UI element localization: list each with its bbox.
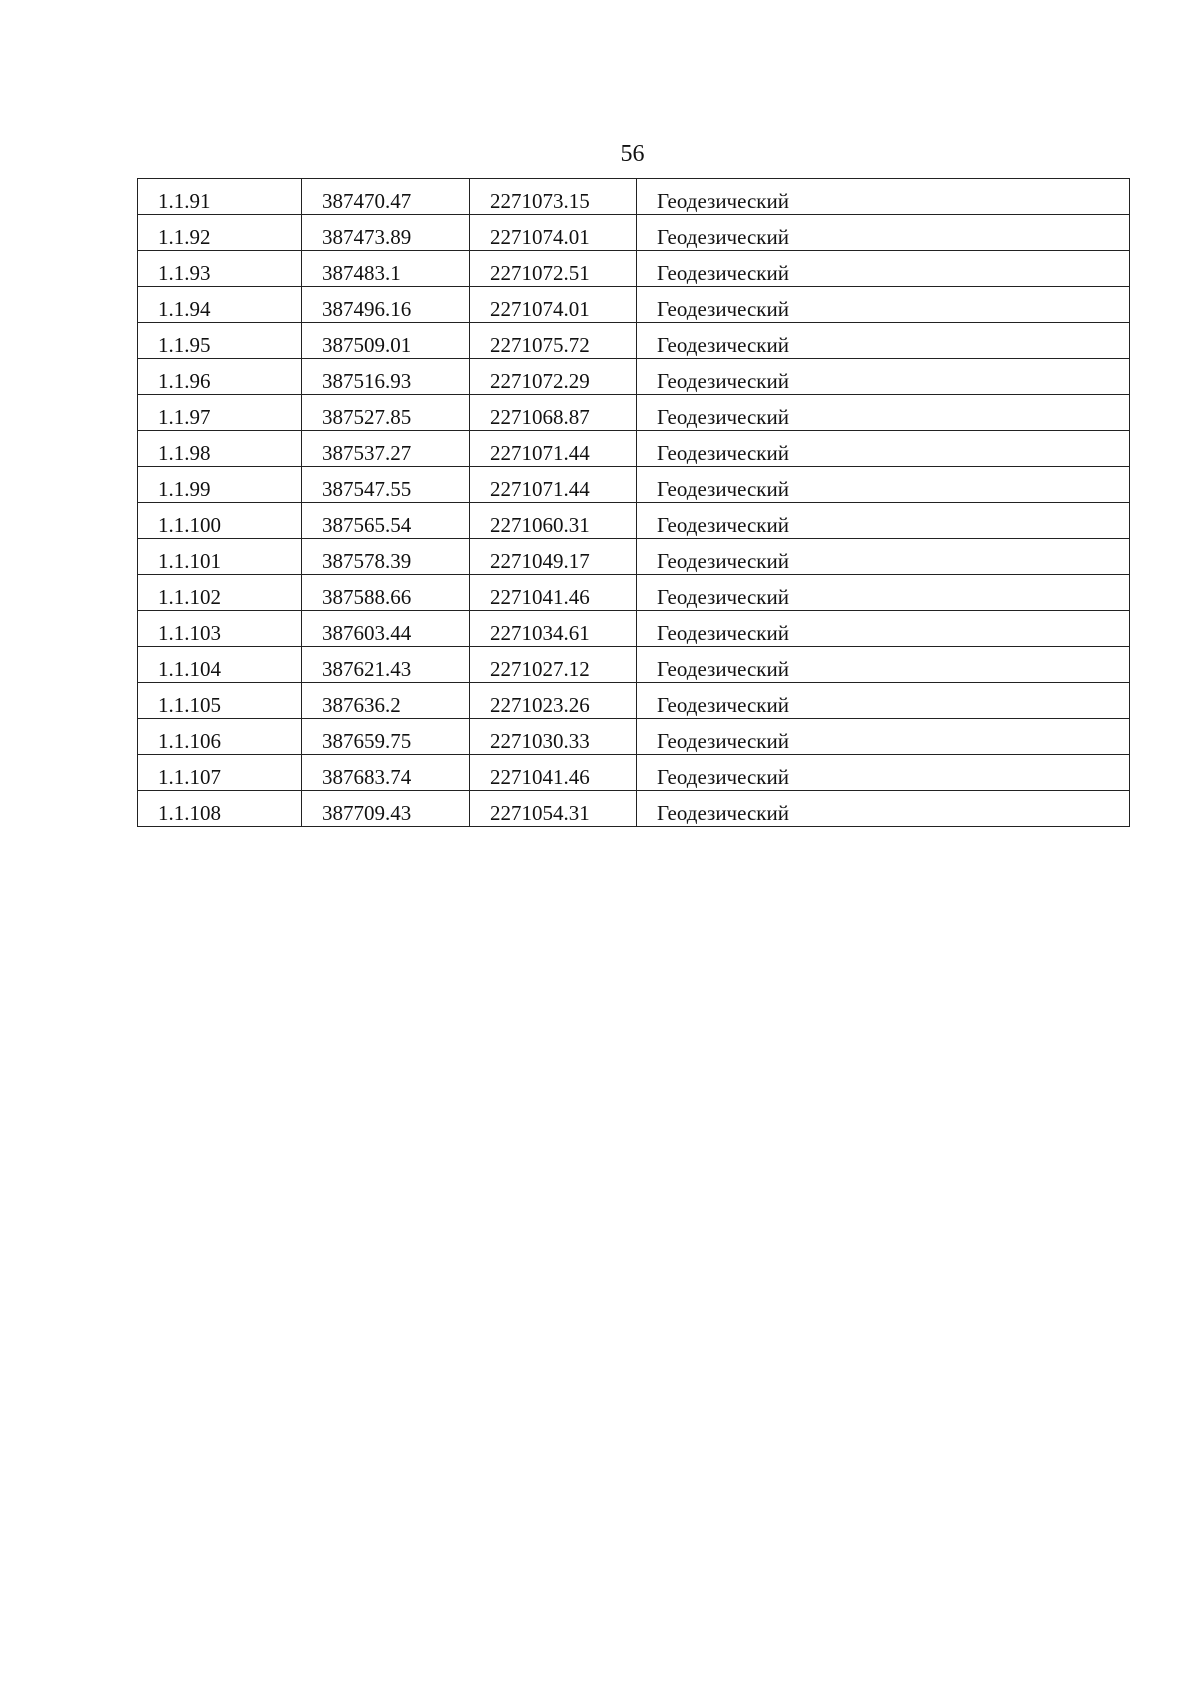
- y-coordinate-cell: 2271075.72: [470, 323, 637, 359]
- method-cell: Геодезический: [637, 539, 1130, 575]
- y-coordinate-cell: 2271049.17: [470, 539, 637, 575]
- table-row: [138, 323, 1130, 359]
- point-number-cell: 1.1.100: [138, 503, 302, 539]
- y-coordinate-cell: 2271054.31: [470, 791, 637, 827]
- point-number-cell: 1.1.98: [138, 431, 302, 467]
- table-row: [138, 755, 1130, 791]
- table-row: [138, 503, 1130, 539]
- point-number-cell: 1.1.105: [138, 683, 302, 719]
- y-coordinate-cell: 2271071.44: [470, 431, 637, 467]
- method-cell: Геодезический: [637, 575, 1130, 611]
- point-number-cell: 1.1.94: [138, 287, 302, 323]
- y-coordinate-cell: 2271072.29: [470, 359, 637, 395]
- table-row: [138, 179, 1130, 215]
- y-coordinate-cell: 2271074.01: [470, 287, 637, 323]
- method-cell: Геодезический: [637, 251, 1130, 287]
- table-row: [138, 611, 1130, 647]
- point-number-cell: 1.1.107: [138, 755, 302, 791]
- x-coordinate-cell: 387621.43: [302, 647, 470, 683]
- table-row: [138, 575, 1130, 611]
- x-coordinate-cell: 387537.27: [302, 431, 470, 467]
- x-coordinate-cell: 387578.39: [302, 539, 470, 575]
- y-coordinate-cell: 2271060.31: [470, 503, 637, 539]
- x-coordinate-cell: 387473.89: [302, 215, 470, 251]
- point-number-cell: 1.1.108: [138, 791, 302, 827]
- method-cell: Геодезический: [637, 287, 1130, 323]
- table-row: [138, 647, 1130, 683]
- x-coordinate-cell: 387496.16: [302, 287, 470, 323]
- x-coordinate-cell: 387588.66: [302, 575, 470, 611]
- x-coordinate-cell: 387709.43: [302, 791, 470, 827]
- table-row: [138, 395, 1130, 431]
- method-cell: Геодезический: [637, 431, 1130, 467]
- table-row: [138, 359, 1130, 395]
- coordinates-table: [137, 178, 1130, 827]
- method-cell: Геодезический: [637, 179, 1130, 215]
- table-row: [138, 539, 1130, 575]
- y-coordinate-cell: 2271041.46: [470, 755, 637, 791]
- y-coordinate-cell: 2271072.51: [470, 251, 637, 287]
- point-number-cell: 1.1.91: [138, 179, 302, 215]
- method-cell: Геодезический: [637, 359, 1130, 395]
- x-coordinate-cell: 387659.75: [302, 719, 470, 755]
- x-coordinate-cell: 387483.1: [302, 251, 470, 287]
- x-coordinate-cell: 387565.54: [302, 503, 470, 539]
- method-cell: Геодезический: [637, 719, 1130, 755]
- y-coordinate-cell: 2271041.46: [470, 575, 637, 611]
- x-coordinate-cell: 387509.01: [302, 323, 470, 359]
- x-coordinate-cell: 387470.47: [302, 179, 470, 215]
- point-number-cell: 1.1.104: [138, 647, 302, 683]
- method-cell: Геодезический: [637, 467, 1130, 503]
- table-row: [138, 683, 1130, 719]
- point-number-cell: 1.1.103: [138, 611, 302, 647]
- y-coordinate-cell: 2271071.44: [470, 467, 637, 503]
- point-number-cell: 1.1.95: [138, 323, 302, 359]
- point-number-cell: 1.1.101: [138, 539, 302, 575]
- point-number-cell: 1.1.96: [138, 359, 302, 395]
- point-number-cell: 1.1.99: [138, 467, 302, 503]
- y-coordinate-cell: 2271027.12: [470, 647, 637, 683]
- method-cell: Геодезический: [637, 611, 1130, 647]
- x-coordinate-cell: 387547.55: [302, 467, 470, 503]
- method-cell: Геодезический: [637, 215, 1130, 251]
- x-coordinate-cell: 387603.44: [302, 611, 470, 647]
- x-coordinate-cell: 387683.74: [302, 755, 470, 791]
- method-cell: Геодезический: [637, 503, 1130, 539]
- table-row: [138, 287, 1130, 323]
- y-coordinate-cell: 2271073.15: [470, 179, 637, 215]
- point-number-cell: 1.1.92: [138, 215, 302, 251]
- y-coordinate-cell: 2271030.33: [470, 719, 637, 755]
- x-coordinate-cell: 387636.2: [302, 683, 470, 719]
- page-number: 56: [620, 141, 645, 167]
- table-row: [138, 467, 1130, 503]
- method-cell: Геодезический: [637, 395, 1130, 431]
- table-row: [138, 431, 1130, 467]
- y-coordinate-cell: 2271034.61: [470, 611, 637, 647]
- table-row: [138, 791, 1130, 827]
- method-cell: Геодезический: [637, 647, 1130, 683]
- method-cell: Геодезический: [637, 791, 1130, 827]
- y-coordinate-cell: 2271023.26: [470, 683, 637, 719]
- point-number-cell: 1.1.106: [138, 719, 302, 755]
- method-cell: Геодезический: [637, 323, 1130, 359]
- x-coordinate-cell: 387527.85: [302, 395, 470, 431]
- coordinates-table-body: [138, 179, 1130, 827]
- table-row: [138, 719, 1130, 755]
- table-row: [138, 251, 1130, 287]
- table-row: [138, 215, 1130, 251]
- y-coordinate-cell: 2271074.01: [470, 215, 637, 251]
- point-number-cell: 1.1.93: [138, 251, 302, 287]
- method-cell: Геодезический: [637, 755, 1130, 791]
- point-number-cell: 1.1.102: [138, 575, 302, 611]
- method-cell: Геодезический: [637, 683, 1130, 719]
- point-number-cell: 1.1.97: [138, 395, 302, 431]
- x-coordinate-cell: 387516.93: [302, 359, 470, 395]
- y-coordinate-cell: 2271068.87: [470, 395, 637, 431]
